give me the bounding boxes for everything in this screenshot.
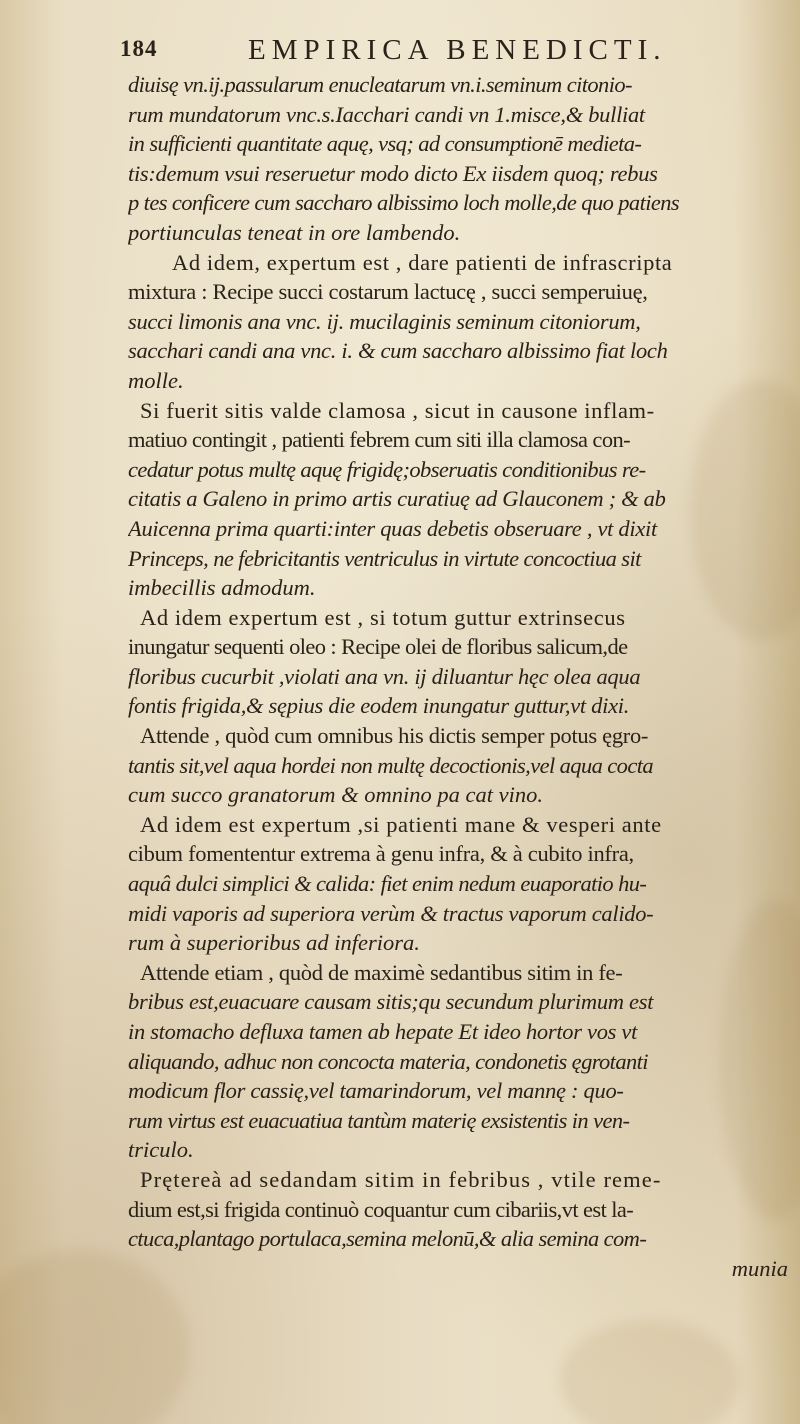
- text-line: Attende , quòd cum omnibus his dictis semper potus ęgro-: [140, 723, 649, 749]
- text-line: dium est,si frigida continuò coquantur cum cibariis,vt est la-: [128, 1196, 634, 1222]
- text-line: imbecillis admodum.: [128, 575, 316, 601]
- text-line: Ad idem est expertum ,si patienti mane & vesperi ante: [140, 811, 662, 837]
- text-line: sacchari candi ana vnc. i. & cum saccharo albissimo fiat loch: [128, 338, 668, 364]
- text-line: Attende etiam , quòd de maximè sedantibus sitim in fe-: [140, 959, 623, 985]
- text-line: fontis frigida,& sępius die eodem inungatur guttur,vt dixi.: [128, 693, 630, 719]
- text-line: p tes conficere cum saccharo albissimo loch molle,de quo patiens: [128, 190, 680, 216]
- text-line: in stomacho defluxa tamen ab hepate Et ideo hortor vos vt: [128, 1019, 638, 1044]
- catchword: munia: [731, 1255, 788, 1281]
- text-line: tis:demum vsui reseruetur modo dicto Ex iisdem quoq; rebus: [128, 160, 658, 186]
- text-line: bribus est,euacuare causam sitis;qu secundum plurimum est: [128, 989, 654, 1015]
- text-line: inungatur sequenti oleo : Recipe olei de floribus salicum,de: [128, 634, 628, 660]
- text-line: Ad idem, expertum est , dare patienti de infrascripta: [172, 249, 673, 275]
- paper-stain: [560, 1320, 740, 1424]
- text-line: cedatur potus multę aquę frigidę;obseruatis conditionibus re-: [128, 456, 646, 482]
- text-line: Si fuerit sitis valde clamosa , sicut in causone inflam-: [140, 397, 655, 423]
- text-line: Princeps, ne febricitantis ventriculus in virtute concoctiua sit: [128, 545, 641, 571]
- text-line: mixtura : Recipe succi costarum lactucę , succi semperuiuę,: [128, 279, 648, 305]
- text-line: tantis sit,vel aqua hordei non multę decoctionis,vel aqua cocta: [128, 752, 654, 778]
- text-line: cum succo granatorum & omnino pa cat vino.: [128, 782, 543, 808]
- page-number: 184: [120, 36, 158, 61]
- text-line: aliquando, adhuc non concocta materia, condonetis ęgrotanti: [128, 1048, 648, 1074]
- text-line: molle.: [128, 367, 184, 393]
- page-header: [120, 30, 720, 70]
- text-line: midi vaporis ad superiora verùm & tractus vaporum calido-: [128, 900, 654, 926]
- text-line: aquâ dulci simplici & calida: fiet enim nedum euaporatio hu-: [128, 871, 647, 897]
- text-line: Auicenna prima quarti:inter quas debetis obseruare , vt dixit: [128, 515, 657, 541]
- text-line: modicum flor cassię,vel tamarindorum, vel mannę : quo-: [128, 1078, 624, 1104]
- text-line: matiuo contingit , patienti febrem cum siti illa clamosa con-: [128, 427, 631, 453]
- text-line: rum mundatorum vnc.s.Iacchari candi vn 1.misce,& bulliat: [128, 101, 645, 127]
- text-line: cibum fomententur extrema à genu infra, & à cubito infra,: [128, 841, 634, 867]
- text-line: diuisę vn.ij.passularum enucleatarum vn.i.seminum citonio-: [128, 72, 632, 97]
- body-text: [128, 70, 796, 1283]
- text-line: floribus cucurbit ,violati ana vn. ij diluantur hęc olea aqua: [128, 663, 641, 689]
- text-line: Ad idem expertum est , si totum guttur extrinsecus: [140, 604, 626, 630]
- text-line: ctuca,plantago portulaca,semina melonū,& alia semina com-: [128, 1226, 647, 1252]
- running-head: EMPIRICA BENEDICTI.: [248, 34, 667, 66]
- text-line: rum virtus est euacuatiua tantùm materię exsistentis in ven-: [128, 1107, 630, 1133]
- text-line: rum à superioribus ad inferiora.: [128, 930, 420, 956]
- text-line: triculo.: [128, 1137, 194, 1163]
- text-line: portiunculas teneat in ore lambendo.: [128, 219, 461, 245]
- text-line: in sufficienti quantitate aquę, vsq; ad consumptionē medieta-: [128, 131, 642, 157]
- text-line: citatis a Galeno in primo artis curatiuę ad Glauconem ; & ab: [128, 486, 666, 512]
- text-line: Prętereà ad sedandam sitim in febribus , vtile reme-: [140, 1166, 662, 1192]
- text-line: succi limonis ana vnc. ij. mucilaginis seminum citoniorum,: [128, 308, 641, 334]
